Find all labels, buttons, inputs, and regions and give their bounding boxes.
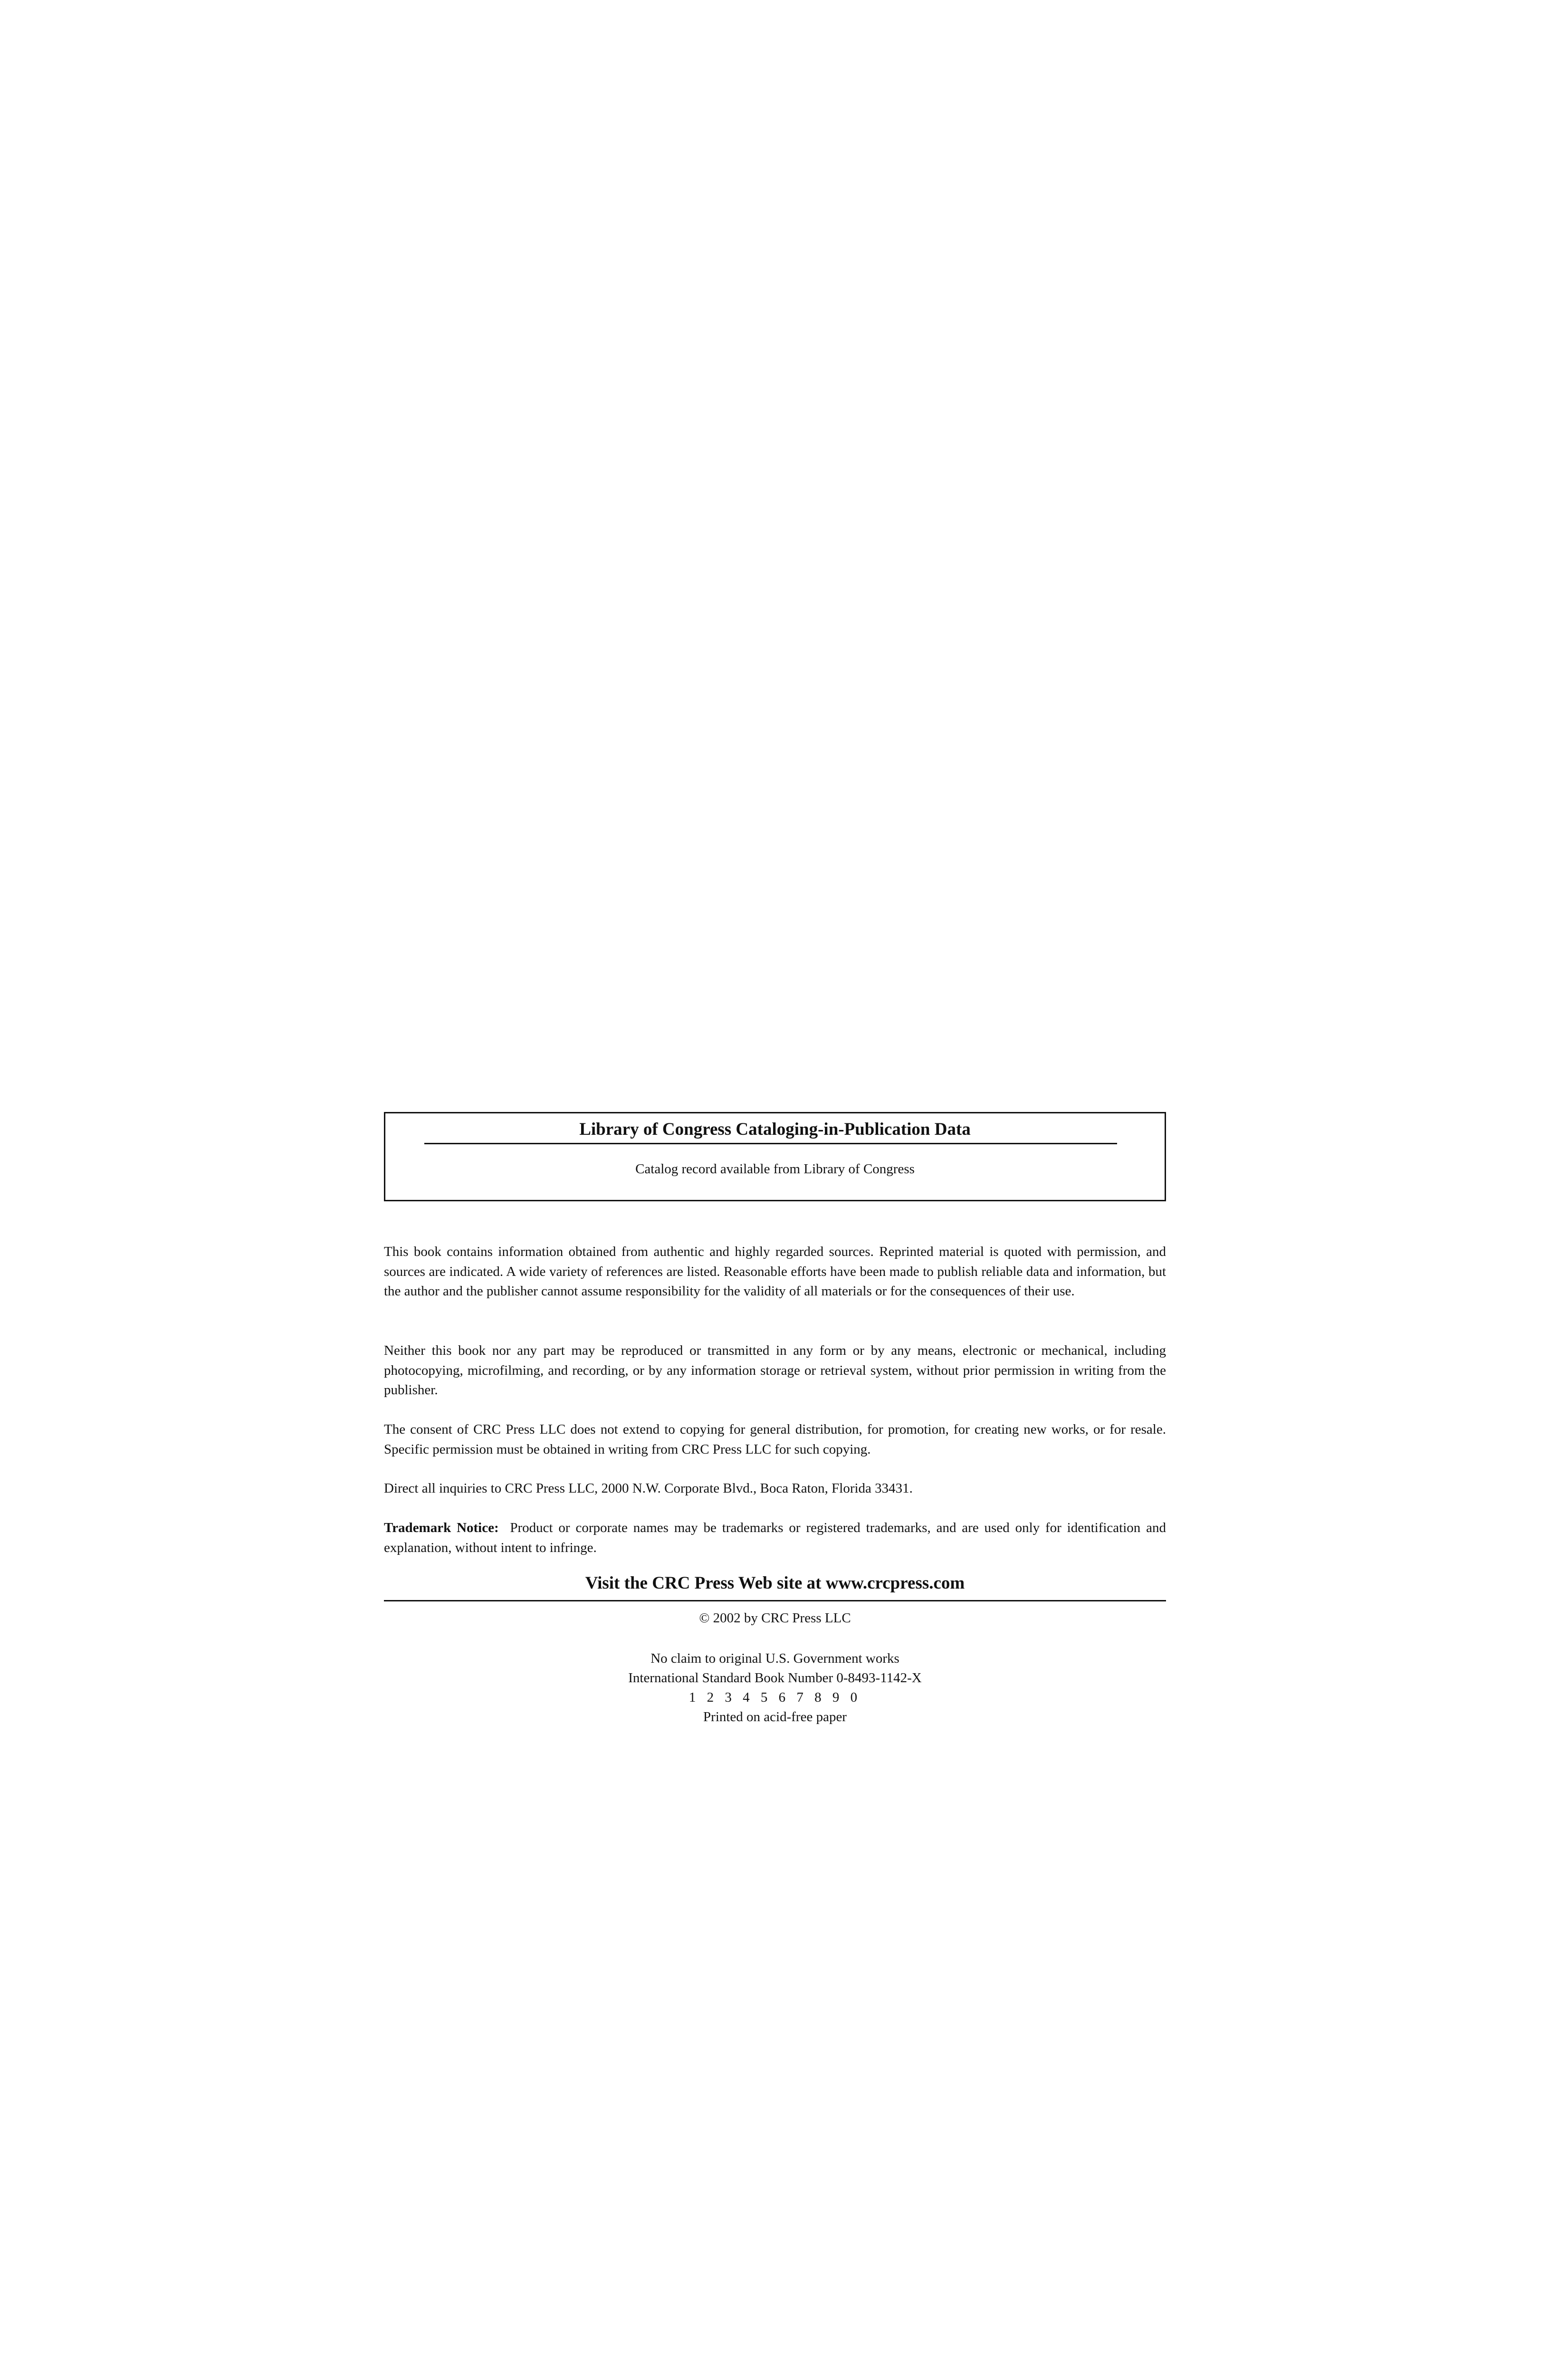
copyright-page <box>384 0 1166 2376</box>
no-claim-line: No claim to original U.S. Government works <box>650 1651 899 1666</box>
trademark-paragraph <box>384 1518 1166 1558</box>
cip-title-rule <box>424 1143 1117 1144</box>
isbn-line: International Standard Book Number 0-8493-1142-X <box>628 1670 922 1686</box>
reproduction-paragraph: Neither this book nor any part may be reproduced or transmitted in any form or by any means, electronic or mechanical, including photocopying, microfilming, and recording, or by any information storage or retrieval system, without prior permission in writing from the publisher. <box>384 1343 1166 1398</box>
cip-note: Catalog record available from Library of Congress <box>635 1161 915 1177</box>
acid-free-line: Printed on acid-free paper <box>703 1709 847 1725</box>
disclaimer-paragraph: This book contains information obtained from authentic and highly regarded sources. Reprinted material is quoted with permission, and sources are indicated. A wide variety of references are listed. Reasonable efforts have been made to publish reliable data and information, but the author and the publisher cannot assume responsibility for the validity of all materials or for the consequences of their use. <box>384 1244 1166 1299</box>
cip-data-box <box>384 1112 1166 1201</box>
trademark-label: Trademark Notice: <box>384 1520 499 1535</box>
website-line: Visit the CRC Press Web site at www.crcpress.com <box>585 1573 965 1593</box>
cip-title: Library of Congress Cataloging-in-Publication Data <box>579 1120 971 1139</box>
inquiries-paragraph: Direct all inquiries to CRC Press LLC, 2000 N.W. Corporate Blvd., Boca Raton, Florida 33431. <box>384 1481 913 1496</box>
trademark-text: Product or corporate names may be trademarks or registered trademarks, and are used only for identification and explanation, without intent to infringe. <box>384 1520 1166 1555</box>
website-rule <box>384 1600 1166 1601</box>
printing-line: 1 2 3 4 5 6 7 8 9 0 <box>688 1690 861 1705</box>
copyright-line: © 2002 by CRC Press LLC <box>699 1610 851 1626</box>
consent-paragraph: The consent of CRC Press LLC does not extend to copying for general distribution, for promotion, for creating new works, or for resale. Specific permission must be obtained in writing from CRC Press LLC for such copying. <box>384 1422 1166 1457</box>
